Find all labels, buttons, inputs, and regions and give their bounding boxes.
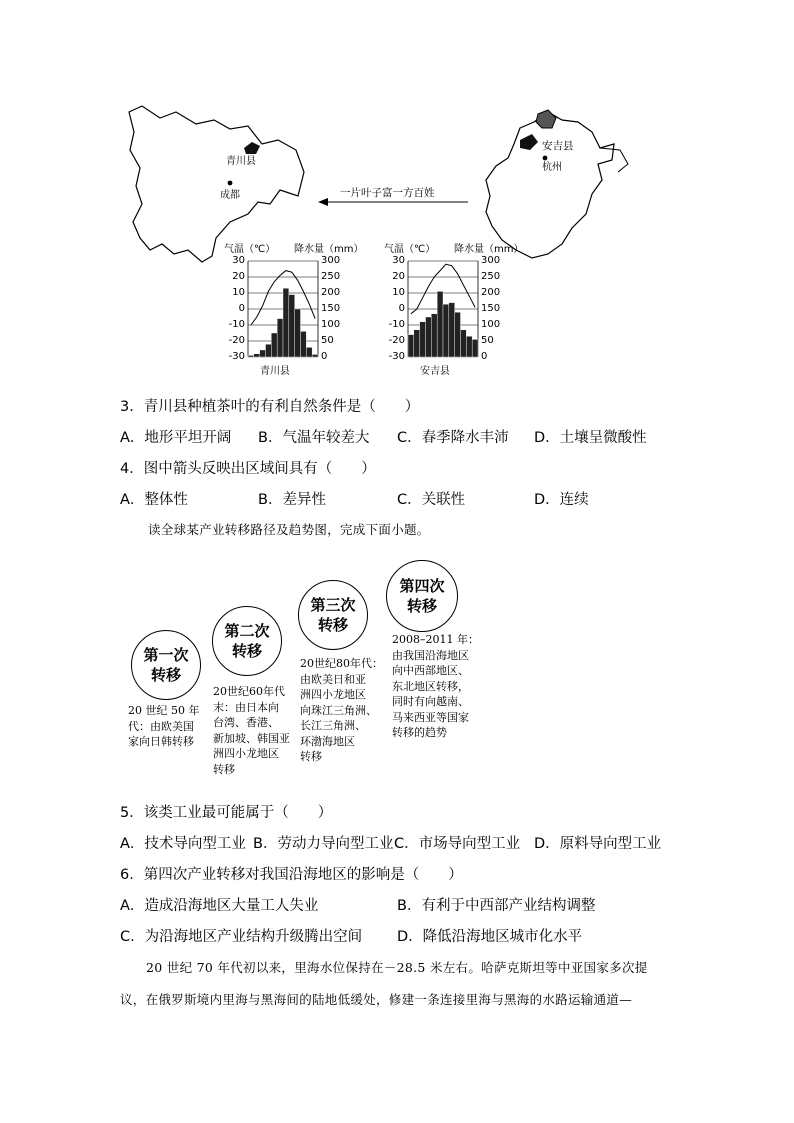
precip-bar [437, 291, 443, 357]
temp-tick: -20 [388, 335, 405, 346]
chart-svg [218, 240, 368, 380]
q6-option-c[interactable]: C．为沿海地区产业结构升级腾出空间 [120, 929, 363, 945]
transfer-4-text: 2008–2011 年： 由我国沿海地区 向中西部地区、 东北地区转移， 同时有向越南、 马来西亚等国家 转移的趋势 [392, 633, 479, 739]
transfer-4-circle [386, 560, 458, 632]
precip-bar [306, 347, 312, 357]
precip-axis-label: 降水量（mm） [454, 244, 524, 255]
anji-label: 安吉县 [542, 140, 574, 152]
temp-tick: 20 [232, 271, 245, 282]
precip-tick: 0 [321, 351, 328, 362]
precip-bar [420, 322, 426, 357]
precip-bar [443, 304, 449, 357]
transfer-3-title1: 第三次 [310, 596, 356, 614]
chart-svg [378, 240, 528, 380]
qingchuan-label: 青川县 [226, 156, 256, 167]
precip-tick: 200 [481, 287, 501, 298]
transfer-1-title2: 转移 [150, 666, 181, 684]
precip-bar [301, 331, 307, 357]
precip-bar [472, 339, 478, 357]
precip-bar [289, 295, 295, 357]
transfer-1-circle [131, 630, 201, 700]
precip-bar [426, 317, 432, 357]
temp-axis-label: 气温（℃） [224, 244, 276, 255]
q4-option-b[interactable]: B．差异性 [258, 492, 326, 508]
precip-bar [431, 314, 437, 357]
temp-tick: 30 [232, 255, 245, 266]
climate-chart-anji [378, 240, 528, 380]
temp-tick: 30 [392, 255, 405, 266]
precip-tick: 50 [321, 335, 334, 346]
passage-line-1: 20 世纪 70 年代初以来，里海水位保持在－28.5 米左右。哈萨克斯坦等中亚国家多次提 [146, 960, 648, 975]
transfer-3-text: 20世纪80年代： 由欧美日和亚 洲四小龙地区 向珠江三角洲、 长江三角洲、 环渤海地区 转移 [300, 657, 383, 763]
precip-tick: 250 [321, 271, 341, 282]
q3-option-d[interactable]: D．土壤呈微酸性 [534, 430, 647, 446]
temp-tick: -10 [388, 319, 405, 330]
transfer-1-text: 20 世纪 50 年 代：由欧美国 家向日韩转移 [128, 704, 200, 748]
precip-axis-label: 降水量（mm） [294, 244, 364, 255]
q4-option-c[interactable]: C．关联性 [397, 492, 466, 508]
precip-bar [248, 355, 254, 357]
passage-line-2: 议，在俄罗斯境内里海与黑海间的陆地低缓处，修建一条连接里海与黑海的水路运输通道— [120, 992, 633, 1007]
precip-bar [277, 319, 283, 357]
q5-stem: 5．该类工业最可能属于（ ） [120, 805, 333, 821]
q3-option-c[interactable]: C．春季降水丰沛 [397, 430, 509, 446]
anji-region [520, 134, 538, 150]
temp-tick: -10 [228, 319, 245, 330]
transfer-3-title2: 转移 [317, 616, 348, 634]
zhejiang-outline [486, 112, 614, 258]
temp-tick: -20 [228, 335, 245, 346]
precip-bar [312, 354, 318, 357]
precip-tick: 300 [321, 255, 341, 266]
precip-bar [295, 309, 301, 357]
chart-name: 安吉县 [420, 366, 450, 377]
precip-tick: 300 [481, 255, 501, 266]
temp-axis-label: 气温（℃） [384, 244, 436, 255]
transfer-2-title2: 转移 [231, 642, 262, 660]
temp-tick: 10 [392, 287, 405, 298]
temp-tick: -30 [228, 351, 245, 362]
precip-tick: 100 [481, 319, 501, 330]
q5-option-b[interactable]: B．劳动力导向型工业 [253, 836, 394, 852]
transfer-4-title1: 第四次 [399, 577, 445, 595]
precip-tick: 100 [321, 319, 341, 330]
chengdu-label: 成都 [220, 190, 240, 201]
chengdu-dot [228, 181, 233, 186]
precip-bar [466, 336, 472, 357]
q6-option-a[interactable]: A．造成沿海地区大量工人失业 [120, 898, 319, 914]
climate-chart-qingchuan [218, 240, 368, 380]
transfer-4-title2: 转移 [406, 597, 437, 615]
q4-stem: 4．图中箭头反映出区域间具有（ ） [120, 461, 376, 477]
temp-tick: 10 [232, 287, 245, 298]
transfer-1-title1: 第一次 [143, 646, 189, 664]
precip-bar [254, 354, 260, 357]
temp-tick: 0 [238, 303, 245, 314]
q3-stem: 3．青川县种植茶叶的有利自然条件是（ ） [120, 399, 420, 415]
q4-option-a[interactable]: A．整体性 [120, 492, 188, 508]
precip-bar [449, 303, 455, 357]
transfer-2-circle [212, 606, 282, 676]
precip-tick: 250 [481, 271, 501, 282]
intro-text: 读全球某产业转移路径及趋势图，完成下面小题。 [148, 522, 430, 537]
sichuan-outline [129, 106, 304, 262]
q6-option-b[interactable]: B．有利于中西部产业结构调整 [397, 898, 596, 914]
transfer-2-title1: 第二次 [224, 622, 270, 640]
hangzhou-label: 杭州 [542, 162, 562, 173]
temp-tick: 0 [398, 303, 405, 314]
q5-option-a[interactable]: A．技术导向型工业 [120, 836, 246, 852]
q6-stem: 6．第四次产业转移对我国沿海地区的影响是（ ） [120, 867, 463, 883]
precip-bar [408, 335, 414, 357]
lake-shape [536, 110, 556, 128]
temp-tick: 20 [392, 271, 405, 282]
precip-bar [461, 330, 467, 357]
arrow-label: 一片叶子富一方百姓 [340, 187, 435, 199]
precip-bar [455, 312, 461, 357]
q4-option-d[interactable]: D．连续 [534, 492, 589, 508]
precip-tick: 150 [481, 303, 501, 314]
precip-tick: 200 [321, 287, 341, 298]
precip-bar [271, 333, 277, 357]
precip-bar [266, 344, 272, 357]
precip-bar [283, 288, 289, 357]
transfer-3-circle [298, 580, 368, 650]
precip-tick: 0 [481, 351, 488, 362]
precip-bar [260, 350, 266, 357]
chart-name: 青川县 [260, 366, 290, 377]
q5-option-d[interactable]: D．原料导向型工业 [534, 836, 662, 852]
precip-tick: 50 [481, 335, 494, 346]
q3-option-a[interactable]: A．地形平坦开阔 [120, 430, 232, 446]
q6-option-d[interactable]: D．降低沿海地区城市化水平 [397, 929, 583, 945]
temp-tick: -30 [388, 351, 405, 362]
q5-option-c[interactable]: C．市场导向型工业 [394, 836, 521, 852]
precip-bar [414, 330, 420, 357]
precip-tick: 150 [321, 303, 341, 314]
transfer-2-text: 20世纪60年代 末：由日本向 台湾、香港、 新加坡、韩国亚 洲四小龙地区 转移 [213, 685, 290, 776]
q3-option-b[interactable]: B．气温年较差大 [258, 430, 370, 446]
